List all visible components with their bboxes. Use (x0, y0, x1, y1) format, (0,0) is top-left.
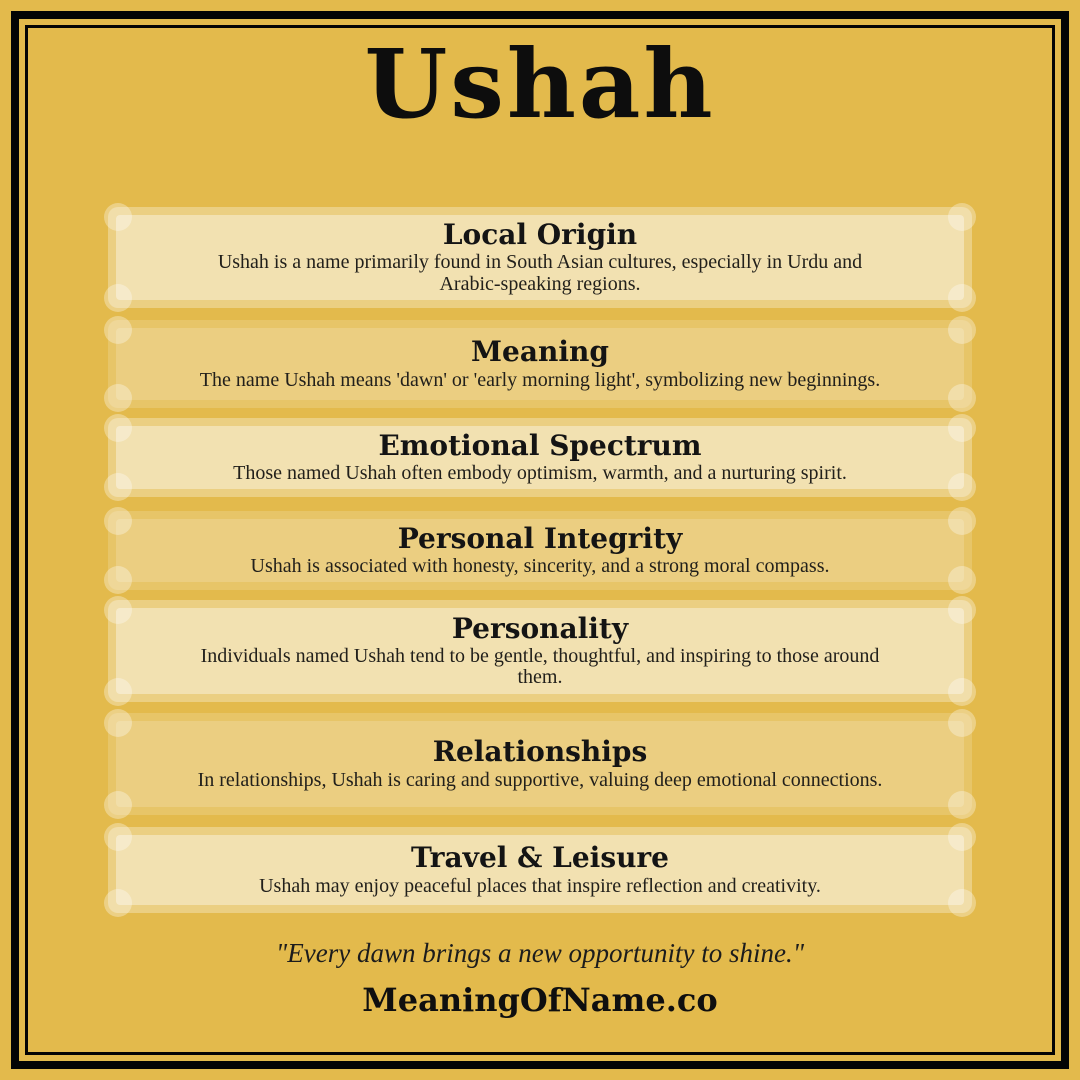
corner-dot (104, 316, 132, 344)
corner-dot (948, 507, 976, 535)
corner-dot (948, 316, 976, 344)
section-description: The name Ushah means 'dawn' or 'early morning light', symbolizing new beginnings. (199, 368, 881, 391)
corner-dot (948, 414, 976, 442)
corner-dot (104, 507, 132, 535)
corner-dot (948, 678, 976, 706)
section-title: Personal Integrity (397, 521, 683, 555)
corner-dot (104, 473, 132, 501)
corner-dot (948, 566, 976, 594)
corner-dot (104, 596, 132, 624)
corner-dot (948, 709, 976, 737)
section-description: Ushah is a name primarily found in South Asian cultures, especially in Urdu and Arabic-speaking regions. (217, 251, 863, 295)
section-title: Personality (451, 611, 629, 645)
page-title: Ushah (364, 29, 716, 140)
section-card-personal-integrity (108, 511, 972, 590)
section-card-emotional-spectrum (108, 418, 972, 497)
corner-dot (948, 823, 976, 851)
corner-dot (104, 414, 132, 442)
section-card-personality (108, 600, 972, 702)
corner-dot (104, 791, 132, 819)
corner-dot (948, 596, 976, 624)
section-title: Travel & Leisure (410, 841, 669, 875)
corner-dot (948, 384, 976, 412)
corner-dot (948, 473, 976, 501)
section-card-local-origin (108, 207, 972, 308)
section-card-travel-leisure (108, 827, 972, 913)
section-card-content (116, 426, 964, 489)
corner-dot (104, 284, 132, 312)
corner-dot (948, 791, 976, 819)
section-description: In relationships, Ushah is caring and supportive, valuing deep emotional connections. (197, 768, 883, 791)
section-title: Meaning (471, 335, 609, 369)
section-card-content (116, 721, 964, 807)
section-title: Emotional Spectrum (378, 428, 702, 462)
section-card-content (116, 215, 964, 300)
corner-dot (948, 284, 976, 312)
section-description: Individuals named Ushah tend to be gentle, thoughtful, and inspiring to those around them. (200, 644, 880, 689)
section-title: Relationships (432, 735, 648, 769)
section-description: Ushah is associated with honesty, sincerity, and a strong moral compass. (250, 555, 830, 578)
corner-dot (104, 384, 132, 412)
corner-dot (948, 203, 976, 231)
section-card-content (116, 328, 964, 400)
quote-text: "Every dawn brings a new opportunity to shine." (275, 938, 805, 968)
corner-dot (104, 889, 132, 917)
section-card-content (116, 519, 964, 582)
corner-dot (104, 823, 132, 851)
section-card-content (116, 835, 964, 905)
corner-dot (104, 566, 132, 594)
corner-dot (104, 203, 132, 231)
corner-dot (104, 709, 132, 737)
section-title: Local Origin (442, 218, 638, 252)
section-card-relationships (108, 713, 972, 815)
section-description: Those named Ushah often embody optimism, warmth, and a nurturing spirit. (233, 462, 847, 485)
section-card-content (116, 608, 964, 694)
brand-footer: MeaningOfName.co (362, 981, 718, 1019)
corner-dot (948, 889, 976, 917)
section-description: Ushah may enjoy peaceful places that inspire reflection and creativity. (259, 874, 821, 897)
corner-dot (104, 678, 132, 706)
section-card-meaning (108, 320, 972, 408)
